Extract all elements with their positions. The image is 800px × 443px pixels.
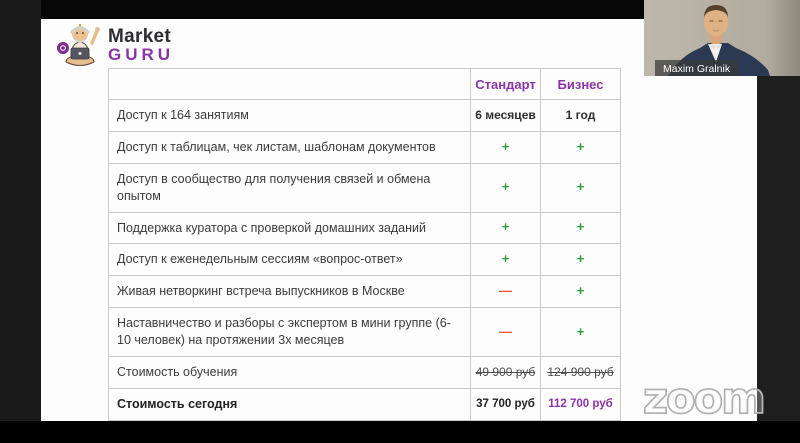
standard-value: — xyxy=(471,276,541,308)
feature-label: Доступ к таблицам, чек листам, шаблонам документов xyxy=(109,131,471,163)
feature-label: Живая нетворкинг встреча выпускников в Москве xyxy=(109,276,471,308)
standard-value: + xyxy=(471,212,541,244)
logo-wordmark xyxy=(108,27,174,64)
feature-label: Поддержка куратора с проверкой домашних заданий xyxy=(109,212,471,244)
table-row xyxy=(109,131,621,163)
business-value: 1 год xyxy=(541,100,621,132)
table-row xyxy=(109,212,621,244)
zoom-watermark-text: zoom xyxy=(643,377,764,421)
business-value: + xyxy=(541,276,621,308)
guru-mascot-icon xyxy=(56,21,104,69)
table-row xyxy=(109,100,621,132)
business-value: 112 700 руб xyxy=(541,388,621,420)
marketguru-logo xyxy=(56,21,174,69)
presentation-slide xyxy=(41,19,757,421)
plan-header-business: Бизнес xyxy=(541,69,621,100)
feature-label: Доступ к еженедельным сессиям «вопрос-ответ» xyxy=(109,244,471,276)
logo-market-text: Market xyxy=(108,25,172,47)
participant-name-label: Maxim Gralnik xyxy=(655,60,738,76)
table-header-row xyxy=(109,69,621,100)
feature-label: Доступ в сообщество для получения связей и обмена опытом xyxy=(109,163,471,212)
business-value: + xyxy=(541,244,621,276)
logo-guru-text: GURU xyxy=(108,45,175,65)
webcam-tile[interactable] xyxy=(644,0,800,76)
standard-value: + xyxy=(471,163,541,212)
bottom-letterbox-bar xyxy=(0,421,800,443)
feature-label: Наставничество и разборы с экспертом в мини группе (6-10 человек) на протяжении 3х месяцев xyxy=(109,308,471,357)
feature-label: Доступ к 164 занятиям xyxy=(109,100,471,132)
standard-value: + xyxy=(471,131,541,163)
table-row xyxy=(109,163,621,212)
pricing-table xyxy=(108,68,621,443)
table-row xyxy=(109,356,621,388)
left-letterbox-strip xyxy=(0,0,41,421)
feature-header-cell xyxy=(109,69,471,100)
business-value: + xyxy=(541,308,621,357)
feature-label: Стоимость сегодня xyxy=(109,388,471,420)
business-value: + xyxy=(541,163,621,212)
table-row xyxy=(109,244,621,276)
plan-header-standard: Стандарт xyxy=(471,69,541,100)
business-value: + xyxy=(541,131,621,163)
standard-value: — xyxy=(471,308,541,357)
business-value: 124 900 руб xyxy=(541,356,621,388)
standard-value: 37 700 руб xyxy=(471,388,541,420)
table-row xyxy=(109,388,621,420)
standard-value: 49 900 руб xyxy=(471,356,541,388)
table-row xyxy=(109,308,621,357)
table-row xyxy=(109,276,621,308)
feature-label: Стоимость обучения xyxy=(109,356,471,388)
standard-value: + xyxy=(471,244,541,276)
business-value: + xyxy=(541,212,621,244)
standard-value: 6 месяцев xyxy=(471,100,541,132)
